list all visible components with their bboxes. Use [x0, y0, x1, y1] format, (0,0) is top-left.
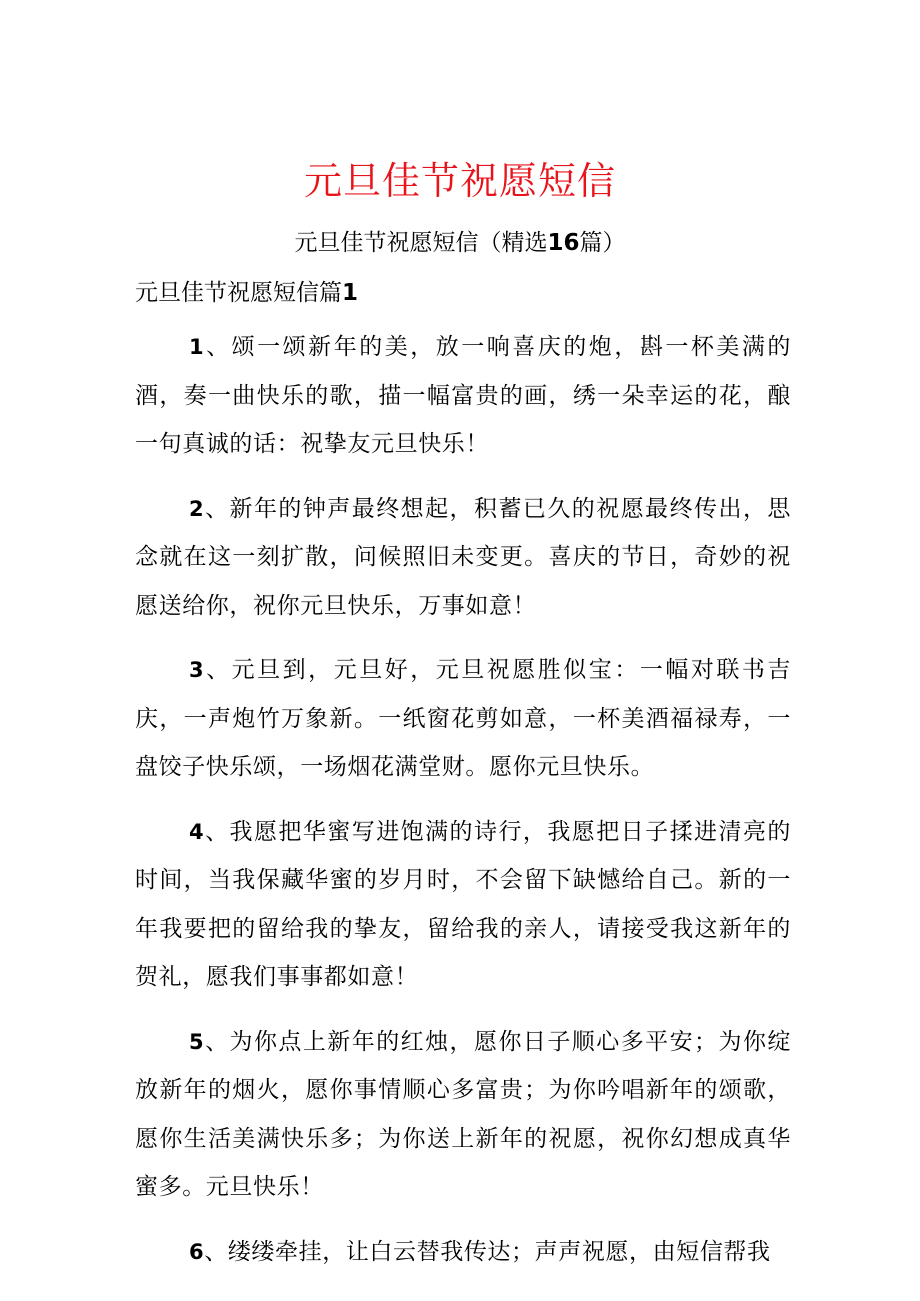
message-item-6	[135, 1228, 791, 1277]
message-text: 、缕缕牵挂，让白云替我传达；声声祝愿，由短信帮我	[204, 1238, 771, 1265]
message-item-5	[135, 1018, 791, 1212]
subtitle-suffix: 篇）	[579, 230, 626, 256]
message-text: 、元旦到，元旦好，元旦祝愿胜似宝：一幅对联书吉庆，一声炮竹万象新。一纸窗花剪如意，一杯美酒福禄寿，一盘饺子快乐颂，一场烟花满堂财。愿你元旦快乐。	[135, 657, 791, 780]
message-number: 4	[189, 819, 205, 844]
message-item-4	[135, 808, 791, 1002]
message-text: 、颂一颂新年的美，放一响喜庆的炮，斟一杯美满的酒，奏一曲快乐的歌，描一幅富贵的画，绣一朵幸运的花，酿一句真诚的话：祝挚友元旦快乐！	[135, 334, 791, 457]
message-item-2	[135, 485, 791, 631]
document-title: 元旦佳节祝愿短信	[303, 159, 616, 203]
message-number: 6	[189, 1239, 205, 1264]
message-text: 、我愿把华蜜写进饱满的诗行，我愿把日子揉进清亮的时间，当我保藏华蜜的岁月时，不会留下缺憾给自己。新的一年我要把的留给我的挚友，留给我的亲人，请接受我这新年的贺礼，愿我们事事都如意！	[135, 818, 791, 990]
message-number: 3	[189, 658, 205, 682]
subtitle-prefix: 元旦佳节祝愿短信（精选	[294, 230, 548, 256]
message-item-3	[135, 646, 791, 792]
message-list	[135, 323, 791, 1292]
message-number: 1	[189, 335, 205, 359]
subtitle-number: 16	[547, 230, 580, 256]
message-item-1	[135, 323, 791, 469]
message-text: 、为你点上新年的红烛，愿你日子顺心多平安；为你绽放新年的烟火，愿你事情顺心多富贵；为你吟唱新年的颂歌，愿你生活美满快乐多；为你送上新年的祝愿，祝你幻想成真华蜜多。元旦快乐！	[135, 1028, 791, 1200]
message-number: 5	[189, 1029, 205, 1054]
message-number: 2	[189, 496, 205, 521]
section-heading	[135, 276, 358, 310]
document-subtitle	[0, 226, 920, 260]
section-heading-text: 元旦佳节祝愿短信篇	[135, 280, 342, 306]
section-heading-number: 1	[342, 280, 359, 306]
message-text: 、新年的钟声最终想起，积蓄已久的祝愿最终传出，思念就在这一刻扩散，问候照旧未变更。喜庆的节日，奇妙的祝愿送给你，祝你元旦快乐，万事如意！	[135, 495, 791, 619]
